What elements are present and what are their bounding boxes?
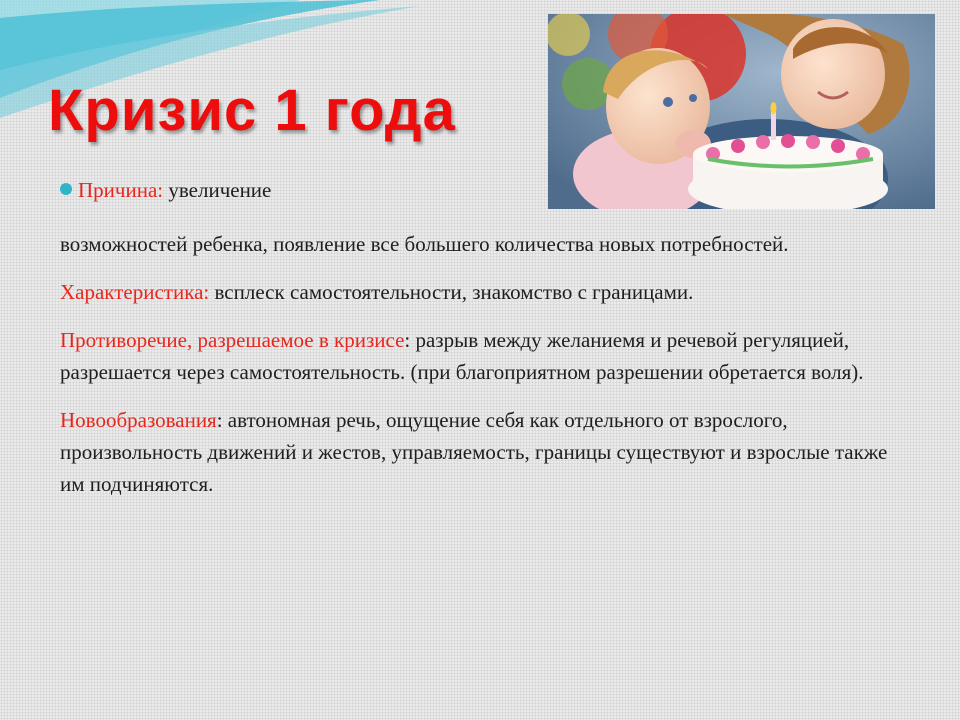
- slide-title: Кризис 1 года: [48, 78, 456, 143]
- neoformations-paragraph: [60, 404, 905, 500]
- contradiction-text: : разрыв между желаниемя и речевой регуляцией, разрешается через самостоятельность. (при благоприятном разрешении обретается воля).: [60, 328, 864, 384]
- characteristic-text: всплеск самостоятельности, знакомство с границами.: [209, 280, 694, 304]
- slide-body: [60, 174, 905, 500]
- cause-paragraph: [60, 174, 905, 206]
- bullet-icon: [60, 183, 72, 195]
- neoformations-text: : автономная речь, ощущение себя как отдельного от взрослого, произвольность движений и жестов, управляемость, границы существуют и взрослые также им подчиняются.: [60, 408, 888, 496]
- characteristic-paragraph: [60, 276, 905, 308]
- neoformations-term: Новообразования: [60, 408, 217, 432]
- cause-term: Причина:: [78, 178, 164, 202]
- contradiction-paragraph: [60, 324, 905, 388]
- cause-paragraph-rest: возможностей ребенка, появление все большего количества новых потребностей.: [60, 232, 789, 256]
- contradiction-term: Противоречие, разрешаемое в кризисе: [60, 328, 405, 352]
- characteristic-term: Характеристика:: [60, 280, 210, 304]
- cause-text-first: увеличение: [163, 178, 272, 202]
